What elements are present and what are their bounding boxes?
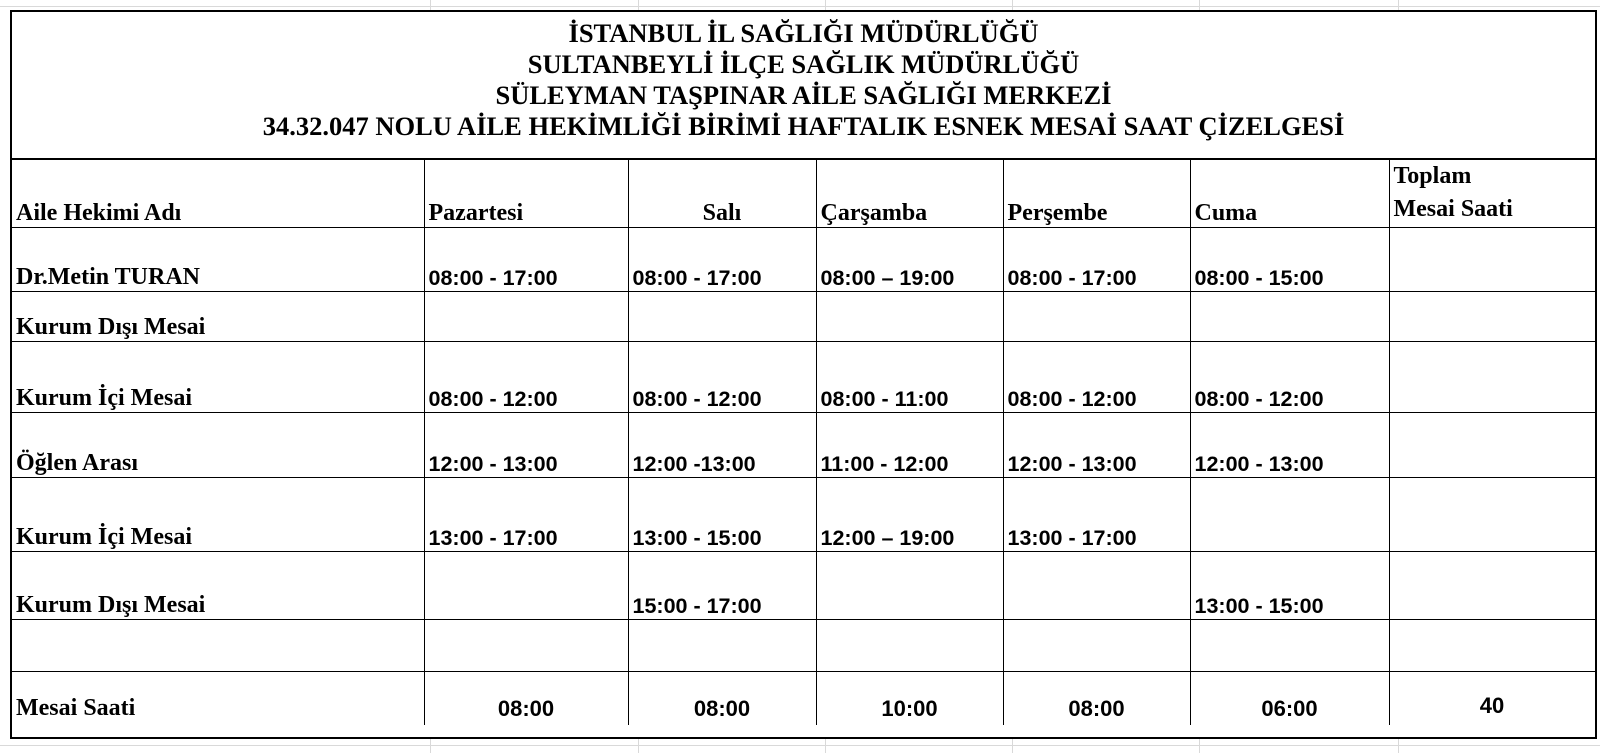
summary-wednesday[interactable]: 10:00: [816, 671, 1003, 725]
cell-thursday[interactable]: [1003, 551, 1190, 619]
cell-tuesday[interactable]: 13:00 - 15:00: [628, 477, 816, 551]
cell-friday[interactable]: [1190, 291, 1389, 341]
schedule-sheet: [10, 10, 1597, 739]
column-header-friday[interactable]: Cuma: [1190, 158, 1389, 227]
cell-thursday[interactable]: [1003, 619, 1190, 671]
cell-friday[interactable]: 08:00 - 12:00: [1190, 341, 1389, 412]
cell-thursday[interactable]: 08:00 - 17:00: [1003, 227, 1190, 291]
total-header-line2: Mesai Saati: [1393, 196, 1513, 222]
summary-tuesday[interactable]: 08:00: [628, 671, 816, 725]
cell-wednesday[interactable]: [816, 551, 1003, 619]
column-header-total[interactable]: [1389, 158, 1595, 227]
header-line-title: 34.32.047 NOLU AİLE HEKİMLİĞİ BİRİMİ HAFTALIK ESNEK MESAİ SAAT ÇİZELGESİ: [262, 111, 1345, 141]
cell-total[interactable]: [1389, 412, 1595, 477]
cell-wednesday[interactable]: 11:00 - 12:00: [816, 412, 1003, 477]
header-line-center: SÜLEYMAN TAŞPINAR AİLE SAĞLIĞI MERKEZİ: [495, 80, 1112, 110]
column-header-row: [12, 158, 1595, 227]
cell-tuesday[interactable]: 12:00 -13:00: [628, 412, 816, 477]
row-label[interactable]: Dr.Metin TURAN: [12, 227, 424, 291]
row-label[interactable]: Kurum Dışı Mesai: [12, 551, 424, 619]
table-row: [12, 341, 1595, 412]
cell-friday[interactable]: [1190, 619, 1389, 671]
row-label[interactable]: [12, 619, 424, 671]
cell-total[interactable]: [1389, 227, 1595, 291]
summary-monday[interactable]: 08:00: [424, 671, 628, 725]
cell-tuesday[interactable]: 08:00 - 17:00: [628, 227, 816, 291]
column-header-monday[interactable]: Pazartesi: [424, 158, 628, 227]
cell-monday[interactable]: 08:00 - 17:00: [424, 227, 628, 291]
cell-monday[interactable]: [424, 291, 628, 341]
schedule-table: [12, 158, 1596, 725]
cell-total[interactable]: [1389, 619, 1595, 671]
cell-monday[interactable]: 12:00 - 13:00: [424, 412, 628, 477]
cell-monday[interactable]: [424, 619, 628, 671]
cell-wednesday[interactable]: 08:00 - 11:00: [816, 341, 1003, 412]
cell-wednesday[interactable]: 12:00 – 19:00: [816, 477, 1003, 551]
summary-friday[interactable]: 06:00: [1190, 671, 1389, 725]
total-header-line1: Toplam: [1393, 163, 1472, 189]
cell-thursday[interactable]: 12:00 - 13:00: [1003, 412, 1190, 477]
summary-total[interactable]: 40: [1389, 671, 1595, 725]
column-header-thursday[interactable]: Perşembe: [1003, 158, 1190, 227]
document-header: [12, 12, 1595, 160]
cell-total[interactable]: [1389, 551, 1595, 619]
cell-total[interactable]: [1389, 341, 1595, 412]
table-row: [12, 291, 1595, 341]
row-label[interactable]: Kurum İçi Mesai: [12, 477, 424, 551]
cell-friday[interactable]: 13:00 - 15:00: [1190, 551, 1389, 619]
summary-thursday[interactable]: 08:00: [1003, 671, 1190, 725]
cell-friday[interactable]: 12:00 - 13:00: [1190, 412, 1389, 477]
cell-wednesday[interactable]: 08:00 – 19:00: [816, 227, 1003, 291]
column-header-wednesday[interactable]: Çarşamba: [816, 158, 1003, 227]
cell-thursday[interactable]: [1003, 291, 1190, 341]
table-row: [12, 412, 1595, 477]
cell-monday[interactable]: 13:00 - 17:00: [424, 477, 628, 551]
cell-total[interactable]: [1389, 477, 1595, 551]
cell-tuesday[interactable]: [628, 291, 816, 341]
cell-wednesday[interactable]: [816, 619, 1003, 671]
column-header-name[interactable]: Aile Hekimi Adı: [12, 158, 424, 227]
sheet-gridline: [0, 745, 1600, 746]
table-row: [12, 619, 1595, 671]
row-label[interactable]: Kurum İçi Mesai: [12, 341, 424, 412]
cell-monday[interactable]: 08:00 - 12:00: [424, 341, 628, 412]
column-header-tuesday[interactable]: Salı: [628, 158, 816, 227]
cell-thursday[interactable]: 08:00 - 12:00: [1003, 341, 1190, 412]
row-label[interactable]: Kurum Dışı Mesai: [12, 291, 424, 341]
row-label[interactable]: Öğlen Arası: [12, 412, 424, 477]
cell-tuesday[interactable]: [628, 619, 816, 671]
cell-monday[interactable]: [424, 551, 628, 619]
header-line-directorate: İSTANBUL İL SAĞLIĞI MÜDÜRLÜĞÜ: [568, 18, 1039, 48]
cell-tuesday[interactable]: 08:00 - 12:00: [628, 341, 816, 412]
cell-friday[interactable]: [1190, 477, 1389, 551]
cell-thursday[interactable]: 13:00 - 17:00: [1003, 477, 1190, 551]
summary-row: [12, 671, 1595, 725]
table-row: [12, 227, 1595, 291]
summary-label[interactable]: Mesai Saati: [12, 671, 424, 725]
cell-tuesday[interactable]: 15:00 - 17:00: [628, 551, 816, 619]
cell-total[interactable]: [1389, 291, 1595, 341]
table-row: [12, 477, 1595, 551]
header-line-district: SULTANBEYLİ İLÇE SAĞLIK MÜDÜRLÜĞÜ: [527, 49, 1080, 79]
cell-wednesday[interactable]: [816, 291, 1003, 341]
table-row: [12, 551, 1595, 619]
sheet-gridline: [0, 6, 1600, 7]
cell-friday[interactable]: 08:00 - 15:00: [1190, 227, 1389, 291]
